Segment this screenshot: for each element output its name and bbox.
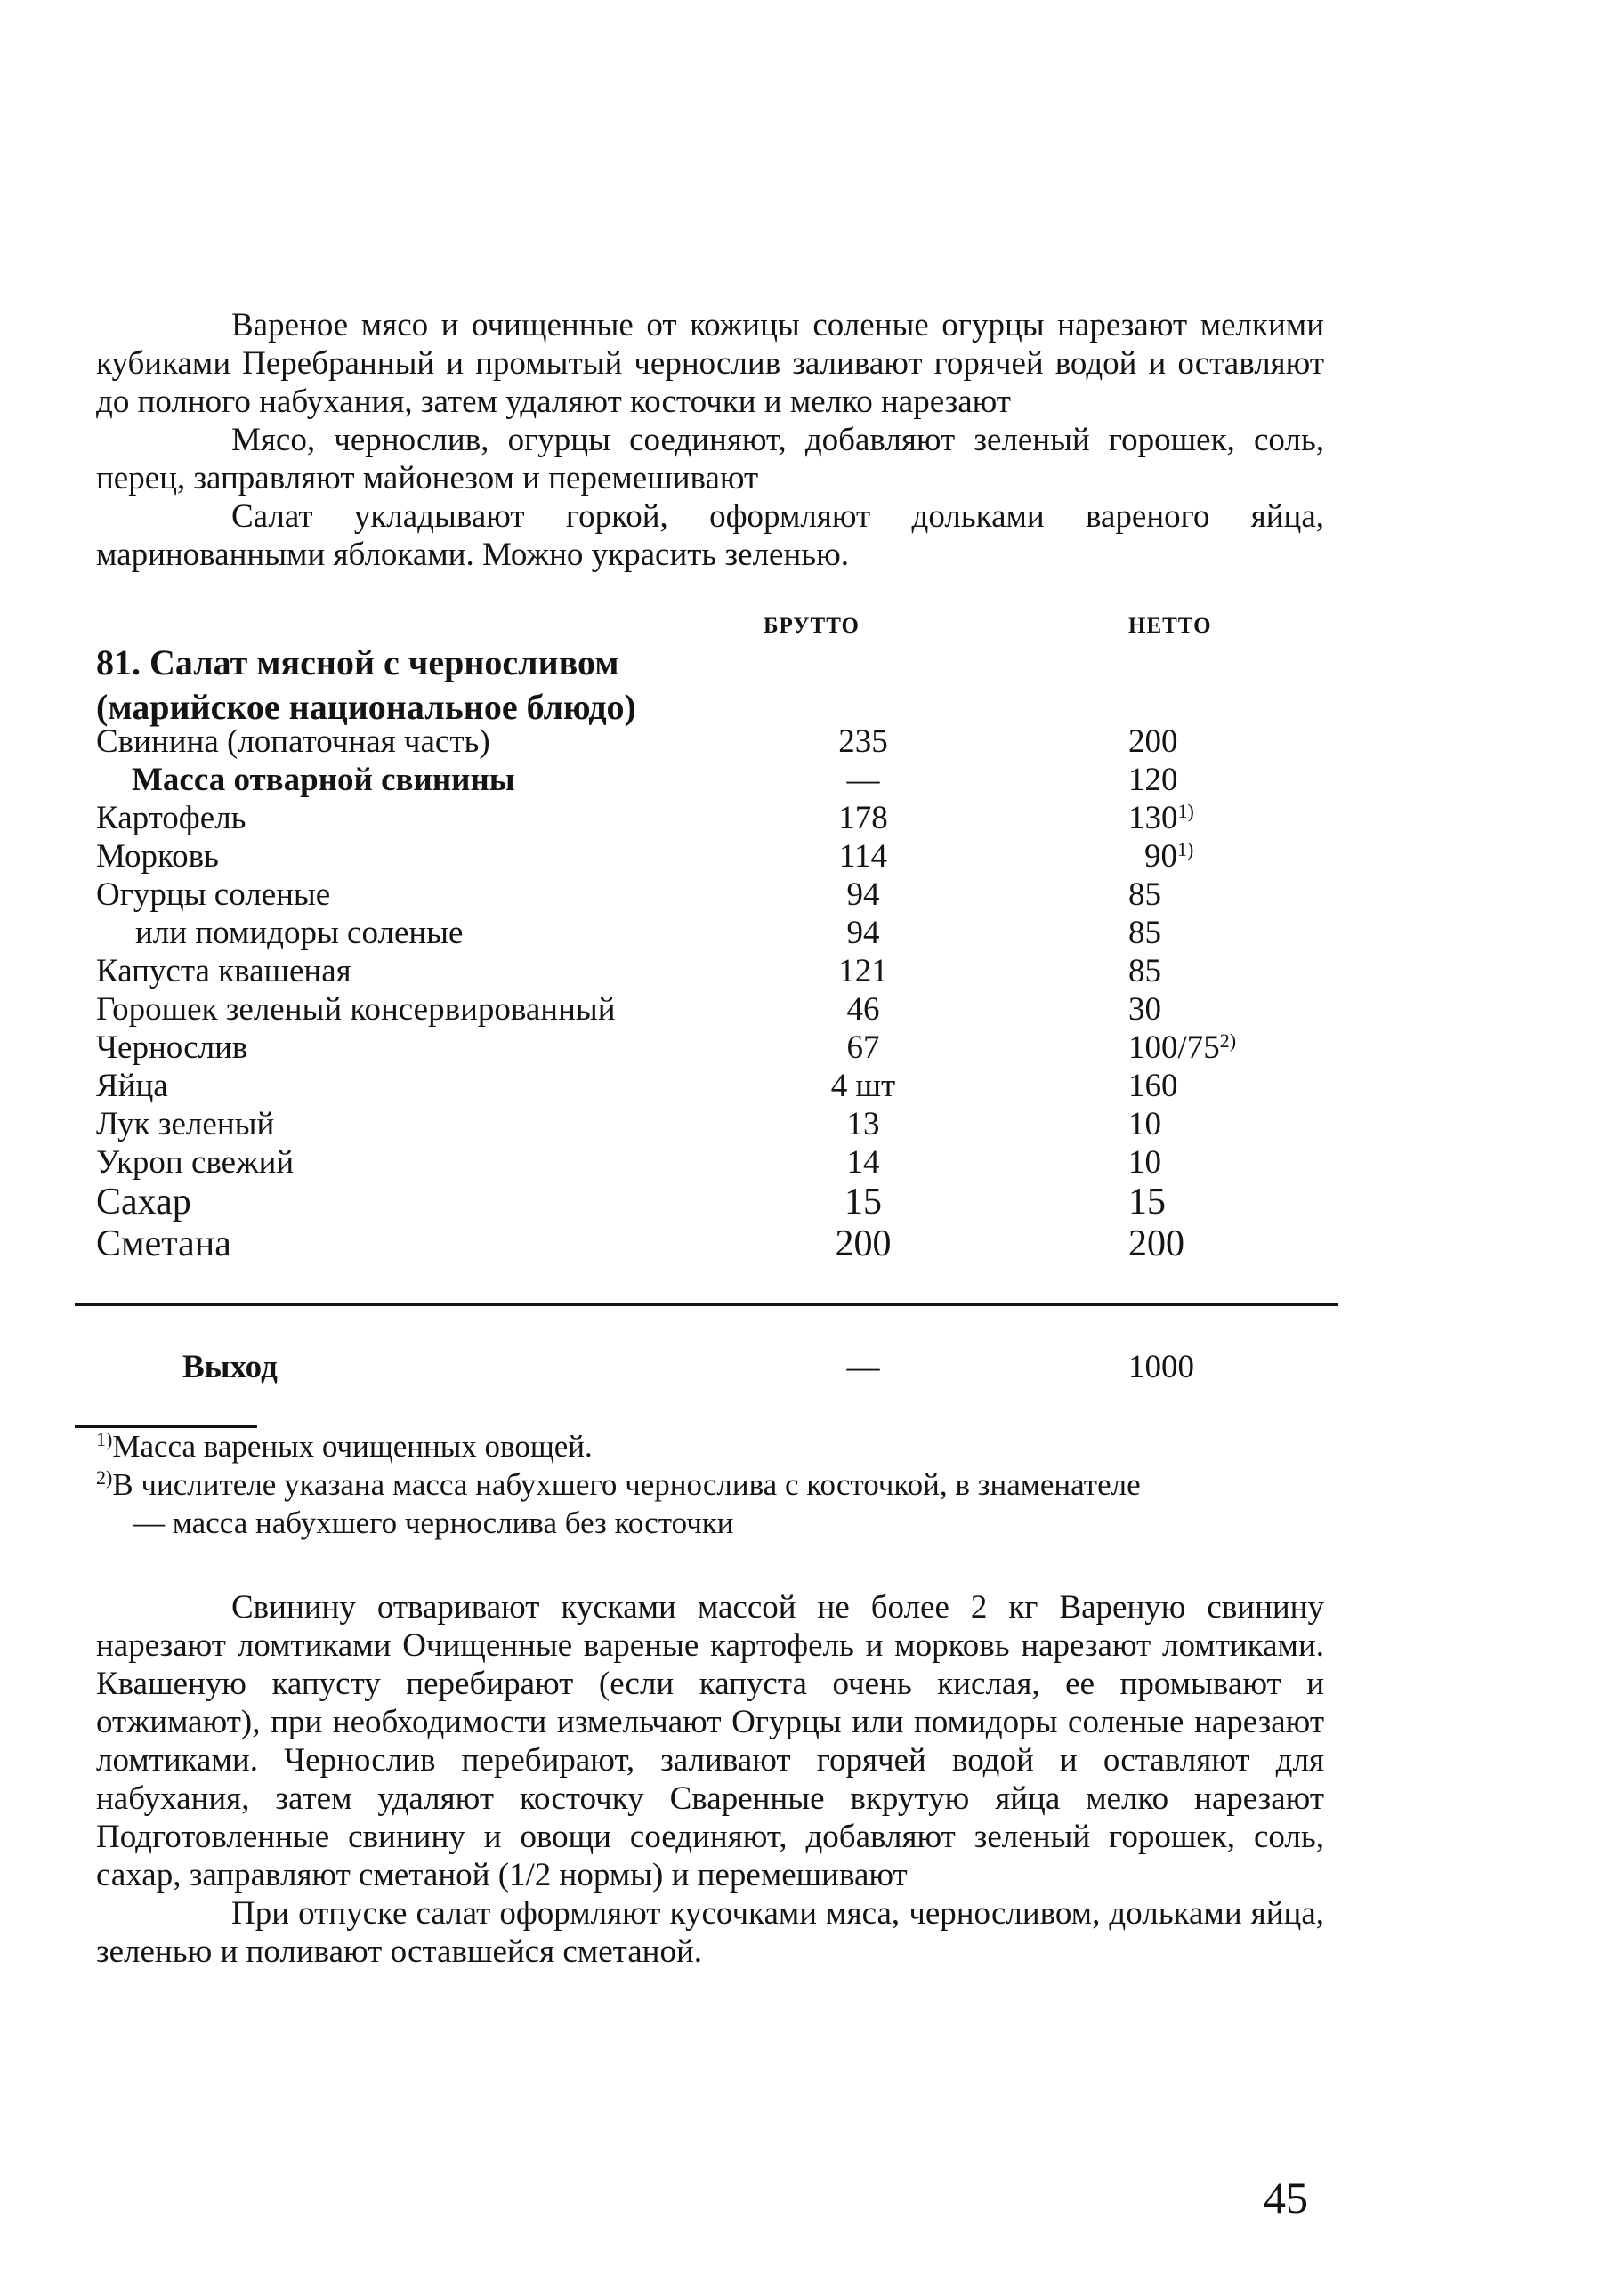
ingredient-gross: — — [846, 762, 880, 798]
ingredient-name: Горошек зеленый консервированный — [96, 991, 616, 1028]
intro-paragraph: Мясо, чернослив, огурцы соединяют, добавляют зеленый горошек, соль, перец, заправляют майонезом и перемешивают — [96, 422, 1324, 496]
intro-paragraph: Вареное мясо и очищенные от кожицы соленые огурцы нарезают мелкими кубиками Перебранный и промытый чернослив заливают горячей водой и оставляют до полного набухания, затем удаляют косточки и мелко нарезают — [96, 307, 1324, 420]
footnote-2-continuation: — масса набухшего чернослива без косточки — [133, 1505, 734, 1540]
footnote-marker: 1) — [1177, 800, 1194, 822]
ingredient-net — [1128, 990, 1161, 1029]
ingredient-row — [0, 1223, 1624, 1265]
ingredient-name: Чернослив — [96, 1029, 248, 1066]
footnote-1 — [96, 1427, 1324, 1465]
ingredient-name: Масса отварной свинины — [132, 762, 515, 798]
ingredient-table — [0, 722, 1624, 1265]
ingredient-name: или помидоры соленые — [135, 915, 464, 951]
footnote-2 — [96, 1465, 1324, 1504]
footnote-mark: 1) — [96, 1428, 113, 1450]
ingredient-row — [0, 876, 1624, 914]
ingredient-net-value: 85 — [1128, 953, 1161, 989]
ingredient-name: Яйца — [96, 1068, 168, 1104]
output-label: Выход — [182, 1349, 278, 1385]
ingredient-name: Картофель — [96, 800, 246, 836]
ingredient-name: Сахар — [96, 1182, 191, 1223]
ingredient-row — [0, 1182, 1624, 1223]
page-number: 45 — [1264, 2173, 1308, 2223]
ingredient-gross: 46 — [846, 991, 880, 1028]
ingredient-net-value: 15 — [1128, 1182, 1166, 1223]
ingredient-gross: 235 — [838, 723, 888, 760]
ingredient-row — [0, 914, 1624, 952]
recipe-subtitle-line: (марийское национальное блюдо) — [96, 687, 636, 727]
ingredient-row — [0, 1029, 1624, 1067]
ingredient-net-value: 10 — [1128, 1144, 1161, 1181]
intro-text — [96, 306, 1324, 574]
ingredient-net — [1128, 722, 1178, 761]
footnote-text: В числителе указана масса набухшего чернослива с косточкой, в знаменателе — [112, 1467, 1141, 1502]
ingredient-gross: 14 — [846, 1144, 880, 1181]
ingredient-row — [0, 799, 1624, 837]
ingredient-gross: 4 шт — [830, 1068, 896, 1104]
ingredient-name: Лук зеленый — [96, 1106, 275, 1142]
ingredient-net — [1128, 1143, 1161, 1182]
footnote-text: Масса вареных очищенных овощей. — [112, 1429, 593, 1464]
ingredient-net — [1128, 1223, 1184, 1265]
ingredient-gross: 94 — [846, 915, 880, 951]
ingredient-net-value: 130 — [1128, 800, 1178, 836]
method-paragraph: Свинину отваривают кусками массой не более 2 кг Вареную свинину нарезают ломтиками Очищенные вареные картофель и морковь нарезают ломтиками. Квашеную капусту перебирают (если капуста очень кислая, ее промывают и отжимают), при необходимости измельчают Огурцы или помидоры соленые нарезают ломтиками. Чернослив перебирают, заливают горячей водой и оставляют для набухания, затем удаляют косточку Сваренные вкрутую яйца мелко нарезают Подготовленные свинину и овощи соединяют, добавляют зеленый горошек, соль, сахар, заправляют сметаной (1/2 нормы) и перемешивают — [96, 1589, 1324, 1893]
recipe-title-line: 81. Салат мясной с черносливом — [96, 642, 619, 682]
ingredient-net-value: 10 — [1128, 1106, 1161, 1142]
ingredient-gross: 67 — [846, 1029, 880, 1066]
column-header-net: НЕТТО — [1128, 614, 1212, 638]
method-text — [96, 1588, 1324, 1971]
output-net: 1000 — [1128, 1349, 1194, 1385]
ingredient-net — [1128, 799, 1194, 837]
ingredient-net — [1128, 952, 1161, 990]
ingredient-net-value: 85 — [1128, 876, 1161, 913]
ingredient-name: Морковь — [96, 838, 219, 875]
ingredient-gross: 200 — [835, 1223, 892, 1264]
ingredient-net-value: 200 — [1128, 1223, 1184, 1264]
ingredient-row — [0, 1105, 1624, 1143]
ingredient-net — [1128, 761, 1178, 799]
ingredient-net — [1128, 876, 1161, 914]
ingredient-gross: 121 — [838, 953, 888, 989]
footnote-marker: 1) — [1177, 838, 1194, 860]
ingredient-gross: 94 — [846, 876, 880, 913]
ingredient-gross: 13 — [846, 1106, 880, 1142]
ingredient-net-value: 200 — [1128, 723, 1178, 760]
method-paragraph: При отпуске салат оформляют кусочками мяса, черносливом, дольками яйца, зеленью и поливают оставшейся сметаной. — [96, 1895, 1324, 1970]
ingredient-net — [1128, 914, 1161, 952]
footnotes — [96, 1427, 1324, 1542]
ingredient-row — [0, 837, 1624, 876]
footnote-mark: 2) — [96, 1466, 113, 1489]
recipe-title — [96, 641, 636, 730]
output-row — [0, 1345, 1624, 1390]
ingredient-net-value: 120 — [1128, 762, 1178, 798]
ingredient-net-value: 90 — [1144, 838, 1177, 875]
ingredient-name: Сметана — [96, 1223, 231, 1264]
ingredient-name: Свинина (лопаточная часть) — [96, 723, 490, 760]
ingredient-gross: 15 — [844, 1182, 882, 1223]
ingredient-net — [1128, 1067, 1178, 1105]
ingredient-name: Огурцы соленые — [96, 876, 331, 913]
ingredient-row — [0, 952, 1624, 990]
ingredient-name: Укроп свежий — [96, 1144, 295, 1181]
ingredient-gross: 178 — [838, 800, 888, 836]
output-gross: — — [846, 1349, 880, 1385]
ingredient-net-value: 85 — [1128, 915, 1161, 951]
ingredient-net — [1128, 1105, 1161, 1143]
ingredient-net — [1128, 1029, 1236, 1067]
ingredient-net-value: 30 — [1128, 991, 1161, 1028]
ingredient-net-value: 100/75 — [1128, 1029, 1220, 1066]
ingredient-net — [1128, 1182, 1166, 1223]
ingredient-net-value: 160 — [1128, 1068, 1178, 1104]
table-divider — [75, 1303, 1338, 1306]
column-header-gross: БРУТТО — [764, 614, 860, 638]
ingredient-gross: 114 — [838, 838, 888, 875]
ingredient-row — [0, 990, 1624, 1029]
ingredient-row — [0, 722, 1624, 761]
footnote-marker: 2) — [1219, 1029, 1237, 1052]
ingredient-row — [0, 1143, 1624, 1182]
intro-paragraph: Салат укладывают горкой, оформляют дольками вареного яйца, маринованными яблоками. Можно украсить зеленью. — [96, 498, 1324, 573]
ingredient-row — [0, 761, 1624, 799]
ingredient-name: Капуста квашеная — [96, 953, 351, 989]
ingredient-row — [0, 1067, 1624, 1105]
ingredient-net — [1128, 837, 1193, 876]
